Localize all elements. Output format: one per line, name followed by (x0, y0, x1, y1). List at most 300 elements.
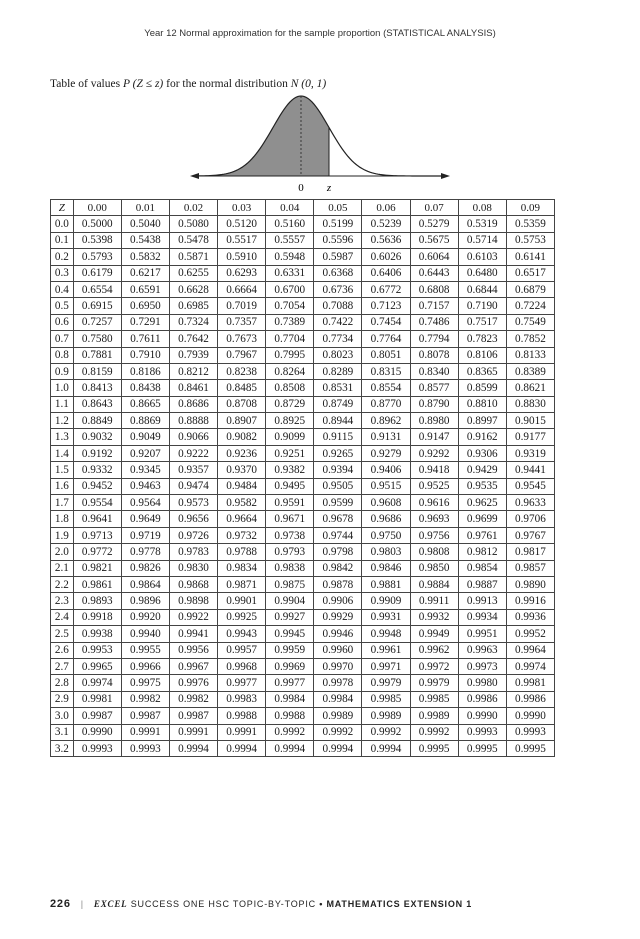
table-cell: 0.7157 (410, 298, 458, 314)
normal-distribution-table (50, 199, 555, 757)
table-cell: 0.9988 (266, 708, 314, 724)
table-row (51, 708, 555, 724)
table-cell: 0.9099 (266, 429, 314, 445)
table-cell: 0.5040 (121, 216, 169, 232)
table-cell: 0.6879 (506, 281, 554, 297)
table-cell: 0.5080 (169, 216, 217, 232)
row-z-value: 3.0 (51, 708, 74, 724)
table-cell: 0.9582 (218, 495, 266, 511)
table-cell: 0.9989 (410, 708, 458, 724)
table-cell: 0.5714 (458, 232, 506, 248)
table-cell: 0.9974 (506, 658, 554, 674)
table-cell: 0.9082 (218, 429, 266, 445)
table-cell: 0.9973 (458, 658, 506, 674)
row-z-value: 0.9 (51, 363, 74, 379)
footer-brand: EXCEL (93, 899, 128, 909)
table-cell: 0.9857 (506, 560, 554, 576)
table-cell: 0.8980 (410, 413, 458, 429)
row-z-value: 2.9 (51, 691, 74, 707)
table-row (51, 576, 555, 592)
table-cell: 0.9987 (121, 708, 169, 724)
table-cell: 0.9357 (169, 462, 217, 478)
table-cell: 0.6026 (362, 249, 410, 265)
table-row (51, 429, 555, 445)
table-cell: 0.9788 (218, 544, 266, 560)
row-z-value: 2.6 (51, 642, 74, 658)
table-cell: 0.9641 (73, 511, 121, 527)
table-cell: 0.9979 (362, 675, 410, 691)
table-cell: 0.9599 (314, 495, 362, 511)
table-cell: 0.9772 (73, 544, 121, 560)
table-cell: 0.8212 (169, 363, 217, 379)
table-cell: 0.9633 (506, 495, 554, 511)
table-cell: 0.8790 (410, 396, 458, 412)
table-cell: 0.9767 (506, 527, 554, 543)
table-cell: 0.9995 (410, 740, 458, 756)
table-row (51, 675, 555, 691)
table-cell: 0.8810 (458, 396, 506, 412)
table-cell: 0.9222 (169, 445, 217, 461)
table-body (51, 216, 555, 757)
table-cell: 0.9960 (314, 642, 362, 658)
table-cell: 0.7734 (314, 331, 362, 347)
table-cell: 0.9452 (73, 478, 121, 494)
table-cell: 0.6480 (458, 265, 506, 281)
table-cell: 0.9817 (506, 544, 554, 560)
table-cell: 0.7486 (410, 314, 458, 330)
table-cell: 0.9964 (506, 642, 554, 658)
table-cell: 0.7967 (218, 347, 266, 363)
page-footer (50, 898, 472, 910)
table-row (51, 740, 555, 756)
table-cell: 0.9671 (266, 511, 314, 527)
table-cell: 0.9162 (458, 429, 506, 445)
table-cell: 0.9982 (121, 691, 169, 707)
table-cell: 0.9959 (266, 642, 314, 658)
row-z-value: 1.3 (51, 429, 74, 445)
table-cell: 0.8749 (314, 396, 362, 412)
row-z-value: 2.2 (51, 576, 74, 592)
table-cell: 0.6331 (266, 265, 314, 281)
table-cell: 0.9545 (506, 478, 554, 494)
table-cell: 0.8485 (218, 380, 266, 396)
table-cell: 0.9525 (410, 478, 458, 494)
table-cell: 0.9993 (458, 724, 506, 740)
table-cell: 0.8159 (73, 363, 121, 379)
table-cell: 0.9992 (314, 724, 362, 740)
table-cell: 0.8106 (458, 347, 506, 363)
column-header-z: Z (51, 200, 74, 216)
table-row (51, 527, 555, 543)
table-cell: 0.5120 (218, 216, 266, 232)
table-cell: 0.9984 (314, 691, 362, 707)
row-z-value: 0.4 (51, 281, 74, 297)
table-cell: 0.6103 (458, 249, 506, 265)
table-cell: 0.5753 (506, 232, 554, 248)
table-cell: 0.5517 (218, 232, 266, 248)
table-cell: 0.7088 (314, 298, 362, 314)
table-cell: 0.8643 (73, 396, 121, 412)
table-row (51, 544, 555, 560)
row-z-value: 2.3 (51, 593, 74, 609)
table-cell: 0.9943 (218, 626, 266, 642)
table-cell: 0.9995 (506, 740, 554, 756)
row-z-value: 2.5 (51, 626, 74, 642)
table-cell: 0.6293 (218, 265, 266, 281)
table-cell: 0.7910 (121, 347, 169, 363)
table-cell: 0.9049 (121, 429, 169, 445)
table-cell: 0.7357 (218, 314, 266, 330)
table-cell: 0.9953 (73, 642, 121, 658)
table-cell: 0.7794 (410, 331, 458, 347)
table-row (51, 347, 555, 363)
table-cell: 0.9993 (506, 724, 554, 740)
table-row (51, 380, 555, 396)
row-z-value: 1.0 (51, 380, 74, 396)
table-cell: 0.7673 (218, 331, 266, 347)
table-cell: 0.9913 (458, 593, 506, 609)
table-cell: 0.9345 (121, 462, 169, 478)
table-cell: 0.8508 (266, 380, 314, 396)
table-cell: 0.9952 (506, 626, 554, 642)
table-cell: 0.9265 (314, 445, 362, 461)
table-cell: 0.9370 (218, 462, 266, 478)
table-cell: 0.7881 (73, 347, 121, 363)
table-cell: 0.9032 (73, 429, 121, 445)
table-cell: 0.9505 (314, 478, 362, 494)
table-cell: 0.6141 (506, 249, 554, 265)
table-cell: 0.9535 (458, 478, 506, 494)
table-cell: 0.9429 (458, 462, 506, 478)
table-cell: 0.8315 (362, 363, 410, 379)
table-cell: 0.9887 (458, 576, 506, 592)
table-cell: 0.9962 (410, 642, 458, 658)
table-cell: 0.6179 (73, 265, 121, 281)
table-cell: 0.9940 (121, 626, 169, 642)
table-cell: 0.9463 (121, 478, 169, 494)
table-cell: 0.9978 (314, 675, 362, 691)
row-z-value: 1.8 (51, 511, 74, 527)
table-cell: 0.9834 (218, 560, 266, 576)
table-cell: 0.9977 (218, 675, 266, 691)
table-cell: 0.9994 (218, 740, 266, 756)
table-cell: 0.9934 (458, 609, 506, 625)
table-cell: 0.7704 (266, 331, 314, 347)
table-cell: 0.8665 (121, 396, 169, 412)
table-cell: 0.9995 (458, 740, 506, 756)
row-z-value: 2.4 (51, 609, 74, 625)
table-cell: 0.5319 (458, 216, 506, 232)
table-cell: 0.5199 (314, 216, 362, 232)
table-cell: 0.5478 (169, 232, 217, 248)
table-cell: 0.5438 (121, 232, 169, 248)
axis-arrow-right-icon (441, 173, 450, 179)
table-cell: 0.9798 (314, 544, 362, 560)
table-cell: 0.7257 (73, 314, 121, 330)
footer-separator: | (80, 899, 84, 909)
table-cell: 0.8340 (410, 363, 458, 379)
table-cell: 0.8888 (169, 413, 217, 429)
table-cell: 0.7939 (169, 347, 217, 363)
table-cell: 0.6950 (121, 298, 169, 314)
row-z-value: 0.7 (51, 331, 74, 347)
table-cell: 0.9306 (458, 445, 506, 461)
table-cell: 0.9495 (266, 478, 314, 494)
table-cell: 0.9793 (266, 544, 314, 560)
table-row (51, 658, 555, 674)
table-cell: 0.8770 (362, 396, 410, 412)
table-row (51, 216, 555, 232)
table-row (51, 281, 555, 297)
table-cell: 0.9842 (314, 560, 362, 576)
table-cell: 0.9972 (410, 658, 458, 674)
table-cell: 0.9965 (73, 658, 121, 674)
table-cell: 0.9875 (266, 576, 314, 592)
row-z-value: 1.2 (51, 413, 74, 429)
row-z-value: 0.6 (51, 314, 74, 330)
table-row (51, 478, 555, 494)
table-cell: 0.9573 (169, 495, 217, 511)
table-cell: 0.6517 (506, 265, 554, 281)
table-cell: 0.9744 (314, 527, 362, 543)
table-row (51, 495, 555, 511)
table-cell: 0.9678 (314, 511, 362, 527)
caption-formula: P (Z ≤ z) (122, 78, 164, 90)
table-cell: 0.9890 (506, 576, 554, 592)
table-cell: 0.7580 (73, 331, 121, 347)
table-cell: 0.9826 (121, 560, 169, 576)
table-row (51, 462, 555, 478)
row-z-value: 0.0 (51, 216, 74, 232)
table-cell: 0.9971 (362, 658, 410, 674)
row-z-value: 0.1 (51, 232, 74, 248)
table-row (51, 363, 555, 379)
table-cell: 0.9957 (218, 642, 266, 658)
footer-subject: MATHEMATICS EXTENSION 1 (323, 899, 473, 909)
column-header: 0.07 (410, 200, 458, 216)
table-cell: 0.7549 (506, 314, 554, 330)
table-cell: 0.9515 (362, 478, 410, 494)
table-cell: 0.9394 (314, 462, 362, 478)
table-cell: 0.9951 (458, 626, 506, 642)
table-cell: 0.9898 (169, 593, 217, 609)
table-cell: 0.9192 (73, 445, 121, 461)
table-cell: 0.9292 (410, 445, 458, 461)
table-cell: 0.9830 (169, 560, 217, 576)
table-cell: 0.9015 (506, 413, 554, 429)
column-header: 0.01 (121, 200, 169, 216)
table-cell: 0.9441 (506, 462, 554, 478)
table-cell: 0.9904 (266, 593, 314, 609)
table-cell: 0.6700 (266, 281, 314, 297)
normal-curve-figure (190, 88, 450, 198)
table-cell: 0.9738 (266, 527, 314, 543)
table-cell: 0.8907 (218, 413, 266, 429)
table-cell: 0.7224 (506, 298, 554, 314)
table-cell: 0.9484 (218, 478, 266, 494)
table-cell: 0.5675 (410, 232, 458, 248)
table-cell: 0.9864 (121, 576, 169, 592)
table-cell: 0.8944 (314, 413, 362, 429)
table-cell: 0.8599 (458, 380, 506, 396)
table-cell: 0.8729 (266, 396, 314, 412)
table-cell: 0.8962 (362, 413, 410, 429)
table-cell: 0.9916 (506, 593, 554, 609)
table-cell: 0.9980 (458, 675, 506, 691)
table-cell: 0.9808 (410, 544, 458, 560)
table-cell: 0.6915 (73, 298, 121, 314)
table-cell: 0.9979 (410, 675, 458, 691)
table-cell: 0.9332 (73, 462, 121, 478)
table-cell: 0.9878 (314, 576, 362, 592)
table-cell: 0.9975 (121, 675, 169, 691)
table-cell: 0.8849 (73, 413, 121, 429)
table-cell: 0.9649 (121, 511, 169, 527)
table-cell: 0.6368 (314, 265, 362, 281)
table-cell: 0.9909 (362, 593, 410, 609)
table-row (51, 511, 555, 527)
table-row (51, 298, 555, 314)
table-cell: 0.9967 (169, 658, 217, 674)
table-cell: 0.9984 (266, 691, 314, 707)
table-cell: 0.8621 (506, 380, 554, 396)
table-cell: 0.5239 (362, 216, 410, 232)
table-cell: 0.8708 (218, 396, 266, 412)
table-cell: 0.9719 (121, 527, 169, 543)
table-cell: 0.9970 (314, 658, 362, 674)
table-cell: 0.9988 (218, 708, 266, 724)
table-cell: 0.6406 (362, 265, 410, 281)
table-cell: 0.9319 (506, 445, 554, 461)
table-cell: 0.9664 (218, 511, 266, 527)
table-cell: 0.8830 (506, 396, 554, 412)
table-cell: 0.5279 (410, 216, 458, 232)
table-cell: 0.8461 (169, 380, 217, 396)
table-cell: 0.8264 (266, 363, 314, 379)
row-z-value: 0.5 (51, 298, 74, 314)
table-cell: 0.9949 (410, 626, 458, 642)
table-cell: 0.7190 (458, 298, 506, 314)
table-cell: 0.9966 (121, 658, 169, 674)
row-z-value: 2.8 (51, 675, 74, 691)
table-cell: 0.9987 (73, 708, 121, 724)
table-cell: 0.6736 (314, 281, 362, 297)
table-cell: 0.5596 (314, 232, 362, 248)
table-cell: 0.5987 (314, 249, 362, 265)
column-header: 0.02 (169, 200, 217, 216)
table-header-row (51, 200, 555, 216)
table-cell: 0.9686 (362, 511, 410, 527)
table-cell: 0.9987 (169, 708, 217, 724)
table-cell: 0.9884 (410, 576, 458, 592)
table-cell: 0.9251 (266, 445, 314, 461)
table-cell: 0.9699 (458, 511, 506, 527)
table-cell: 0.9893 (73, 593, 121, 609)
table-cell: 0.5557 (266, 232, 314, 248)
table-cell: 0.5910 (218, 249, 266, 265)
table-cell: 0.9783 (169, 544, 217, 560)
table-cell: 0.9986 (458, 691, 506, 707)
label-z: z (326, 182, 332, 194)
table-cell: 0.6443 (410, 265, 458, 281)
table-cell: 0.9591 (266, 495, 314, 511)
table-cell: 0.6628 (169, 281, 217, 297)
row-z-value: 1.9 (51, 527, 74, 543)
table-row (51, 396, 555, 412)
table-cell: 0.9861 (73, 576, 121, 592)
table-cell: 0.5359 (506, 216, 554, 232)
table-cell: 0.7054 (266, 298, 314, 314)
table-cell: 0.5832 (121, 249, 169, 265)
column-header: 0.06 (362, 200, 410, 216)
table-row (51, 593, 555, 609)
table-cell: 0.9920 (121, 609, 169, 625)
table-cell: 0.9927 (266, 609, 314, 625)
row-z-value: 1.6 (51, 478, 74, 494)
table-cell: 0.9977 (266, 675, 314, 691)
table-row (51, 232, 555, 248)
shaded-area (196, 96, 329, 176)
table-cell: 0.9838 (266, 560, 314, 576)
table-cell: 0.7123 (362, 298, 410, 314)
table-cell: 0.5871 (169, 249, 217, 265)
column-header: 0.05 (314, 200, 362, 216)
table-cell: 0.7291 (121, 314, 169, 330)
column-header: 0.00 (73, 200, 121, 216)
page-number: 226 (50, 898, 71, 910)
row-z-value: 1.4 (51, 445, 74, 461)
table-cell: 0.9906 (314, 593, 362, 609)
table-cell: 0.9956 (169, 642, 217, 658)
table-cell: 0.9992 (266, 724, 314, 740)
table-cell: 0.9850 (410, 560, 458, 576)
row-z-value: 1.1 (51, 396, 74, 412)
table-cell: 0.6591 (121, 281, 169, 297)
table-row (51, 314, 555, 330)
table-cell: 0.6772 (362, 281, 410, 297)
table-cell: 0.9946 (314, 626, 362, 642)
column-header: 0.09 (506, 200, 554, 216)
table-cell: 0.9474 (169, 478, 217, 494)
table-cell: 0.8389 (506, 363, 554, 379)
table-cell: 0.8023 (314, 347, 362, 363)
table-cell: 0.9989 (362, 708, 410, 724)
table-cell: 0.9991 (121, 724, 169, 740)
table-row (51, 724, 555, 740)
table-cell: 0.9938 (73, 626, 121, 642)
table-cell: 0.8186 (121, 363, 169, 379)
table-cell: 0.9846 (362, 560, 410, 576)
table-cell: 0.7324 (169, 314, 217, 330)
table-cell: 0.9406 (362, 462, 410, 478)
table-cell: 0.9564 (121, 495, 169, 511)
table-cell: 0.7823 (458, 331, 506, 347)
table-row (51, 445, 555, 461)
table-cell: 0.9207 (121, 445, 169, 461)
row-z-value: 2.7 (51, 658, 74, 674)
axis-arrow-left-icon (190, 173, 199, 179)
table-cell: 0.9991 (218, 724, 266, 740)
table-cell: 0.9941 (169, 626, 217, 642)
table-cell: 0.9992 (362, 724, 410, 740)
row-z-value: 0.8 (51, 347, 74, 363)
table-cell: 0.9932 (410, 609, 458, 625)
table-cell: 0.9931 (362, 609, 410, 625)
table-cell: 0.7764 (362, 331, 410, 347)
table-cell: 0.8078 (410, 347, 458, 363)
footer-bullet: • (319, 899, 324, 909)
table-cell: 0.5636 (362, 232, 410, 248)
